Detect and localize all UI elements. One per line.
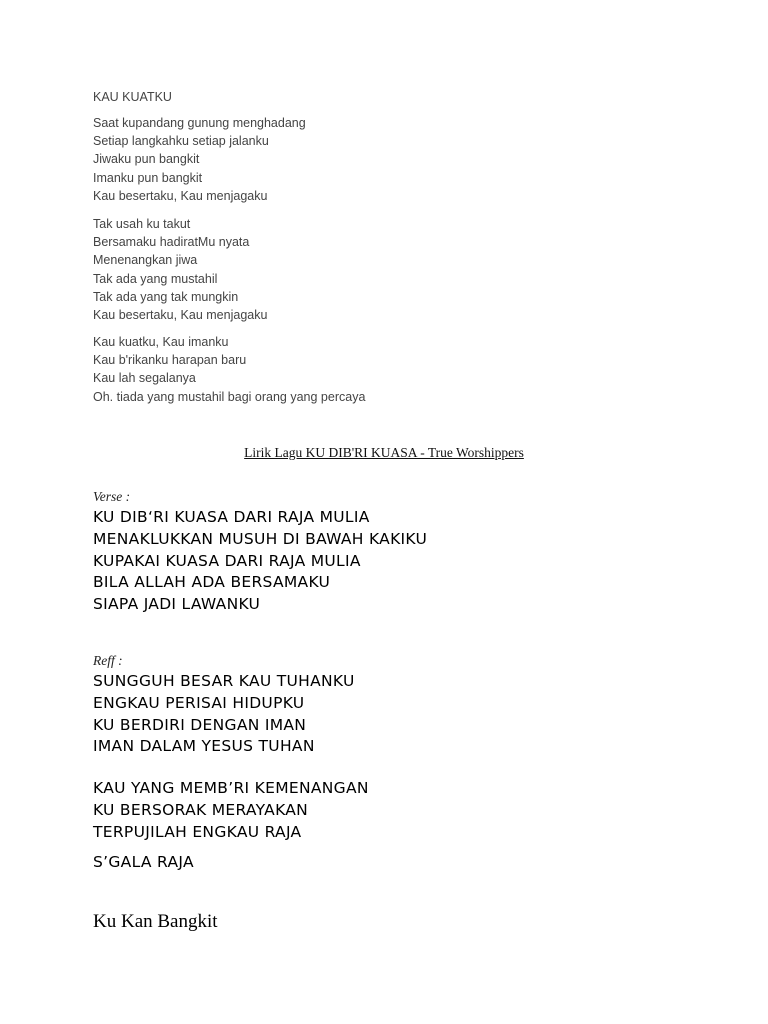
reff-label: Reff : <box>93 653 123 668</box>
lyric-line: Bersamaku hadiratMu nyata <box>93 235 250 250</box>
reff-lyrics <box>93 671 355 758</box>
lyric-line: Setiap langkahku setiap jalanku <box>93 134 269 149</box>
verse-label: Verse : <box>93 489 131 504</box>
reff-lyrics-part-2 <box>93 778 369 843</box>
lyric-line: ENGKAU PERISAI HIDUPKU <box>93 693 305 712</box>
lyric-line: Kau lah segalanya <box>93 371 196 386</box>
lyric-line: KUPAKAI KUASA DARI RAJA MULIA <box>93 551 361 570</box>
lyric-line: Kau besertaku, Kau menjagaku <box>93 188 268 203</box>
lyric-line: Oh. tiada yang mustahil bagi orang yang percaya <box>93 389 366 404</box>
lyric-line: BILA ALLAH ADA BERSAMAKU <box>93 573 331 592</box>
stanza-1 <box>93 114 306 205</box>
lyric-line: MENAKLUKKAN MUSUH DI BAWAH KAKIKU <box>93 529 428 548</box>
lyric-line: Jiwaku pun bangkit <box>93 152 200 167</box>
lyric-line: Saat kupandang gunung menghadang <box>93 116 306 130</box>
lyric-line: TERPUJILAH ENGKAU RAJA <box>93 822 302 841</box>
stanza-2 <box>93 215 267 324</box>
lyric-line: S’GALA RAJA <box>93 853 194 871</box>
lyric-line: Imanku pun bangkit <box>93 170 203 185</box>
song-heading-ku-dibri-kuasa: Lirik Lagu KU DIB'RI KUASA - True Worshippers <box>244 445 524 460</box>
lyric-line: SUNGGUH BESAR KAU TUHANKU <box>93 672 355 690</box>
song-title-ku-kan-bangkit: Ku Kan Bangkit <box>93 911 218 932</box>
song-title-kau-kuatku: KAU KUATKU <box>93 90 172 104</box>
lyric-line: SIAPA JADI LAWANKU <box>93 595 261 614</box>
lyric-line: KU DIB‘RI KUASA DARI RAJA MULIA <box>93 508 370 526</box>
verse-lyrics <box>93 507 427 616</box>
lyric-line: Kau kuatku, Kau imanku <box>93 335 229 349</box>
lyric-line: IMAN DALAM YESUS TUHAN <box>93 737 315 756</box>
lyric-line: Tak ada yang mustahil <box>93 271 218 286</box>
lyric-line: KAU YANG MEMB’RI KEMENANGAN <box>93 779 369 797</box>
lyric-line: KU BERSORAK MERAYAKAN <box>93 800 309 819</box>
lyric-line: Kau b'rikanku harapan baru <box>93 353 247 368</box>
stanza-3 <box>93 333 365 406</box>
lyric-line: Tak ada yang tak mungkin <box>93 289 239 304</box>
lyric-line: Menenangkan jiwa <box>93 253 198 268</box>
final-lyric-line <box>93 852 194 874</box>
lyric-line: Kau besertaku, Kau menjagaku <box>93 308 268 323</box>
lyric-line: Tak usah ku takut <box>93 217 191 231</box>
lyric-line: KU BERDIRI DENGAN IMAN <box>93 715 307 734</box>
